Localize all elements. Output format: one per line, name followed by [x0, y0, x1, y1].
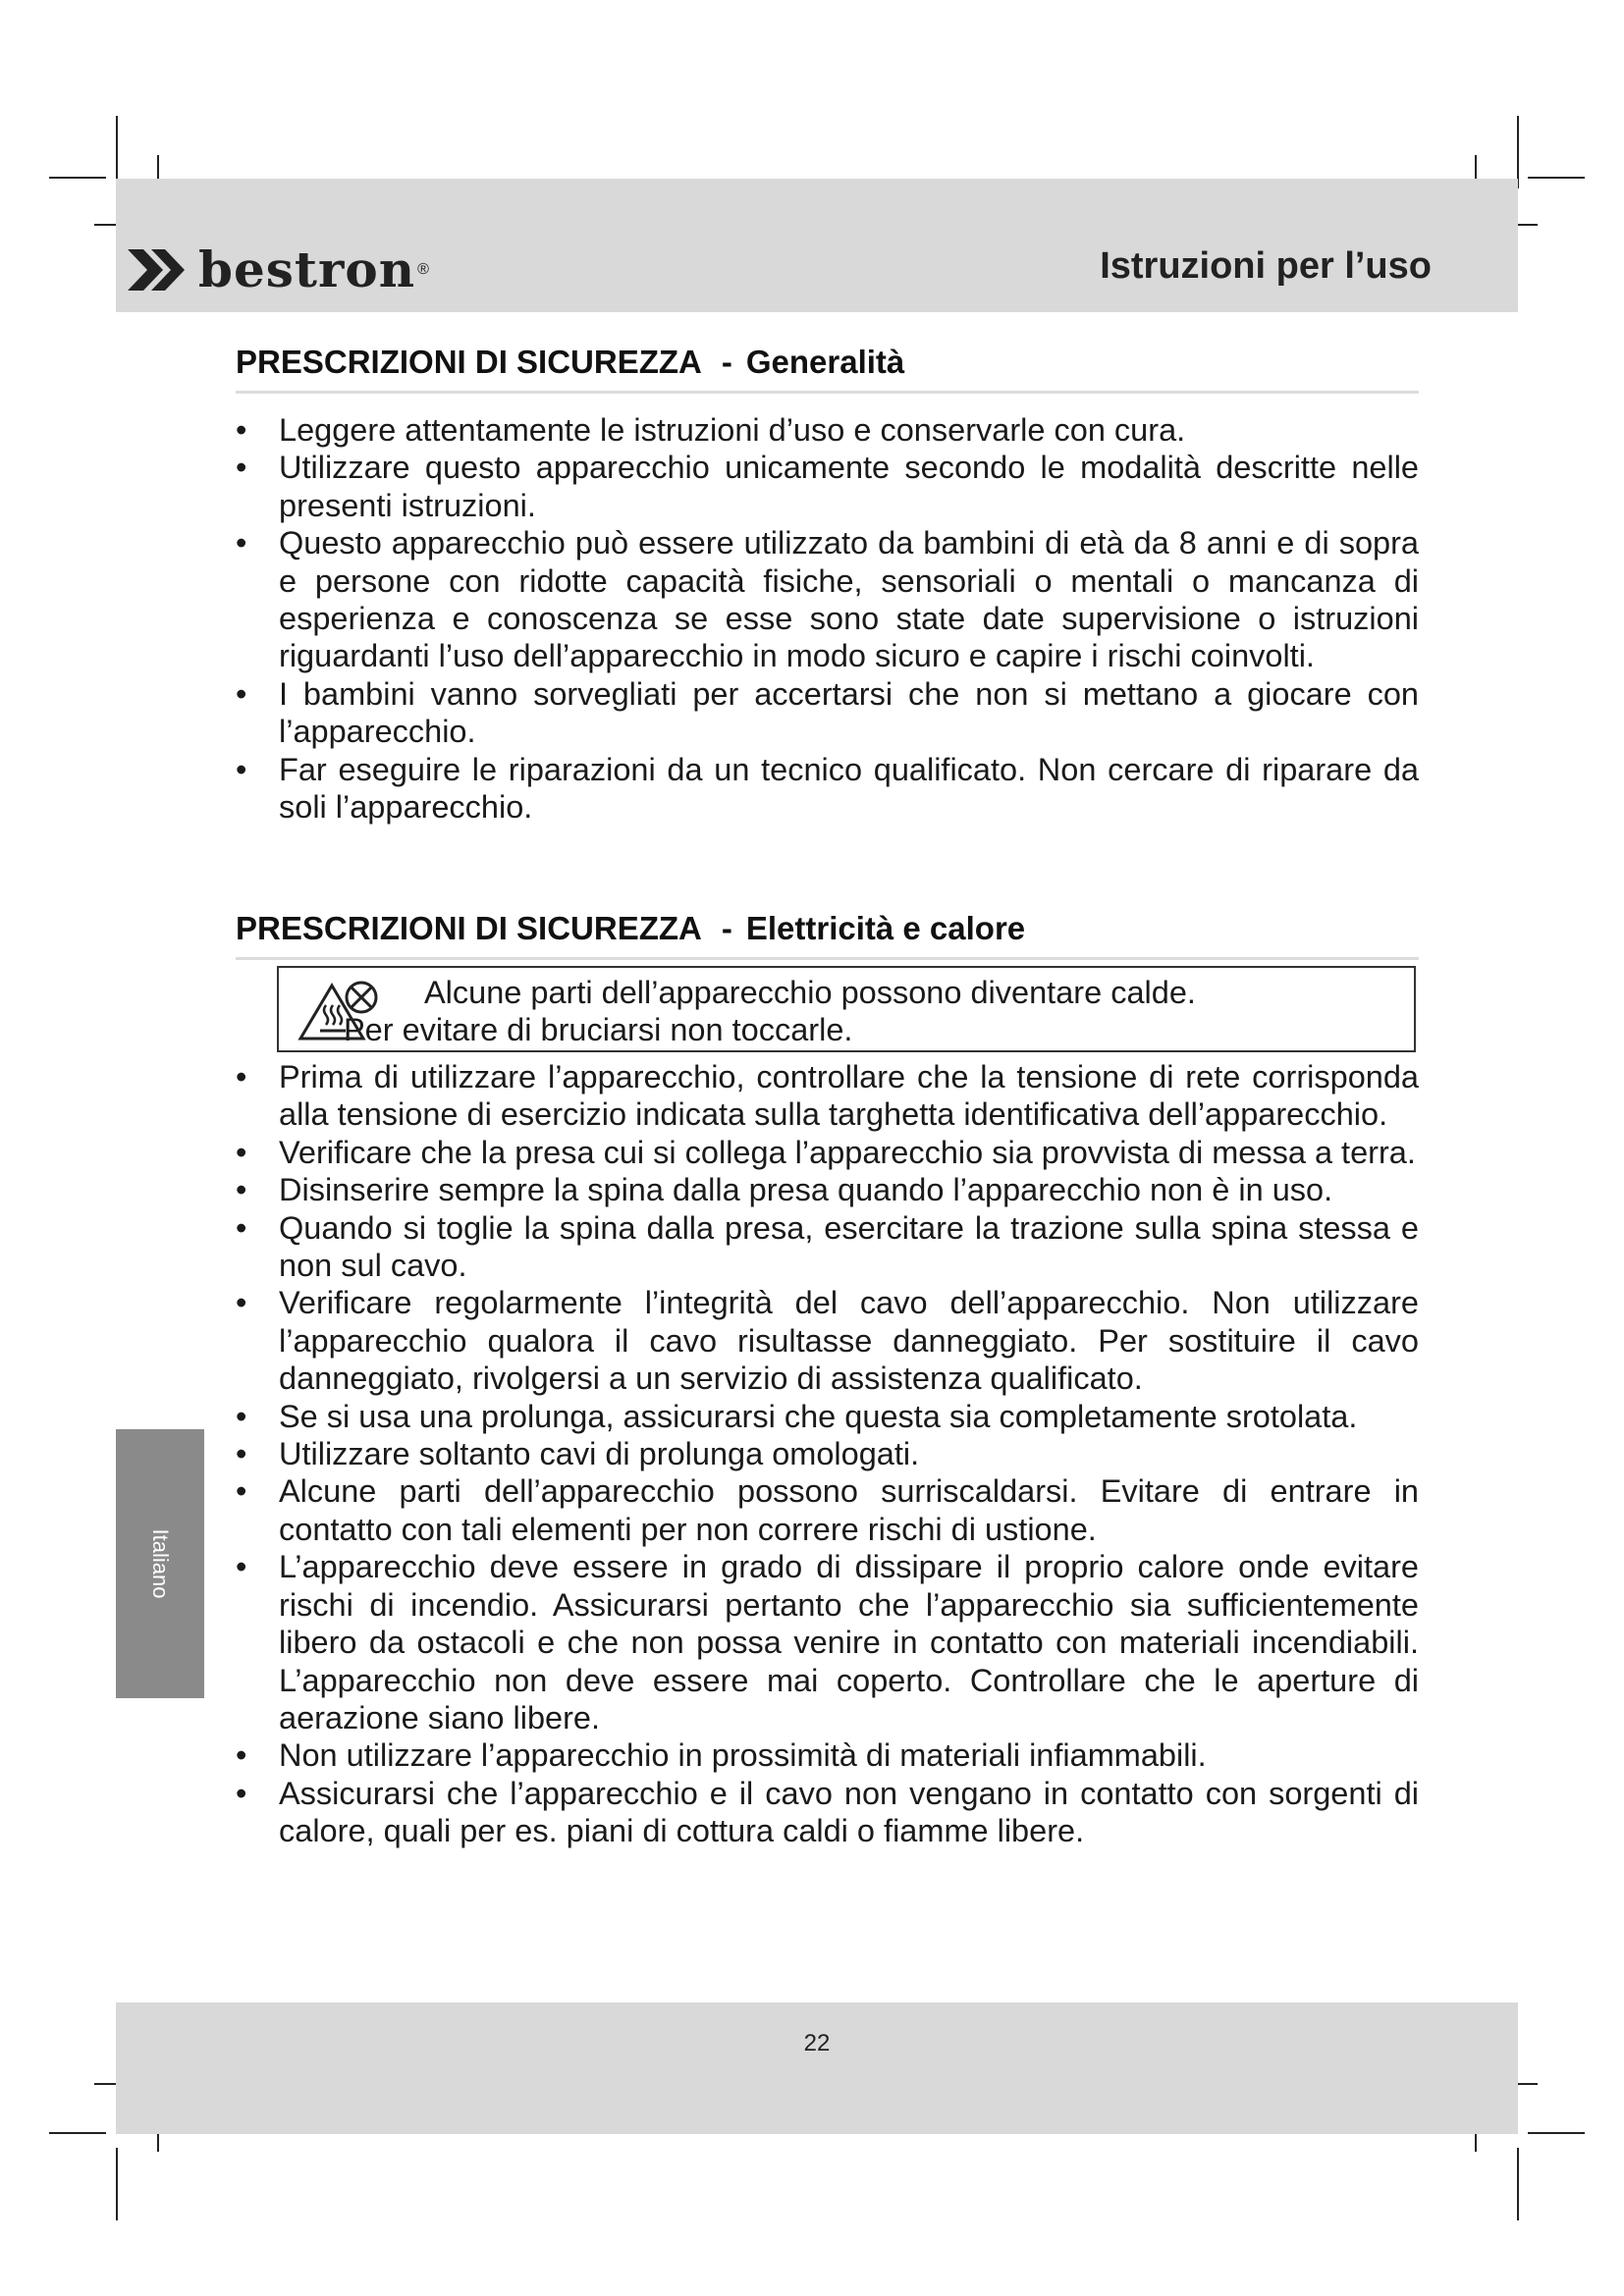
- section-heading-sub: Elettricità e calore: [745, 910, 1026, 946]
- crop-mark: [49, 2132, 106, 2134]
- registered-mark: ®: [417, 261, 429, 278]
- brand-name: bestron: [198, 240, 416, 298]
- language-label: Italiano: [148, 1528, 173, 1599]
- warning-line-2: Per evitare di bruciarsi non toccarle.: [344, 1012, 853, 1047]
- hot-surface-warning-icon: [295, 976, 387, 1046]
- list-item: • Alcune parti dell’apparecchio possono surriscaldarsi. Evitare di entrare in contatto con tali elementi per non correre rischi di ustione.: [236, 1472, 1419, 1548]
- crop-mark: [116, 116, 118, 188]
- list-item: • Non utilizzare l’apparecchio in prossimità di materiali infiammabili.: [236, 1736, 1419, 1774]
- chevrons-logo-icon: [124, 247, 192, 293]
- section-heading-sub: Generalità: [745, 344, 905, 380]
- list-item: • Utilizzare questo apparecchio unicamente secondo le modalità descritte nelle presenti istruzioni.: [236, 449, 1419, 524]
- list-item: • Verificare regolarmente l’integrità del cavo dell’apparecchio. Non utilizzare l’apparecchio qualora il cavo risultasse danneggiato. Per sostituire il cavo danneggiato, rivolgersi a un servizio di assistenza qualificato.: [236, 1284, 1419, 1397]
- warning-line-1: Alcune parti dell’apparecchio possono diventare calde.: [424, 975, 1196, 1010]
- list-item: • Verificare che la presa cui si collega l’apparecchio sia provvista di messa a terra.: [236, 1134, 1419, 1171]
- crop-mark: [1517, 116, 1519, 188]
- crop-mark: [49, 177, 106, 179]
- document-title: Istruzioni per l’uso: [1100, 245, 1432, 287]
- section-general-safety: [236, 344, 1419, 826]
- crop-mark: [1528, 2132, 1585, 2134]
- safety-list-general: [236, 411, 1419, 826]
- hot-surface-warning-box: [277, 966, 1416, 1052]
- section-electricity-heat: [236, 910, 1419, 1850]
- footer-band: [116, 2002, 1518, 2134]
- section-heading: PRESCRIZIONI DI SICUREZZA - Elettricità e calore: [236, 910, 1419, 960]
- brand-logo: [124, 236, 429, 304]
- language-tab: [116, 1429, 204, 1698]
- crop-mark: [116, 2148, 118, 2220]
- section-heading-main: PRESCRIZIONI DI SICUREZZA: [236, 910, 702, 946]
- list-item: • I bambini vanno sorvegliati per accertarsi che non si mettano a giocare con l’apparecchio.: [236, 675, 1419, 751]
- list-item: • Utilizzare soltanto cavi di prolunga omologati.: [236, 1435, 1419, 1472]
- page-number: 22: [803, 2030, 831, 2056]
- crop-mark: [1528, 177, 1585, 179]
- list-item: • Prima di utilizzare l’apparecchio, controllare che la tensione di rete corrisponda alla tensione di esercizio indicata sulla targhetta identificativa dell’apparecchio.: [236, 1058, 1419, 1134]
- list-item: • Far eseguire le riparazioni da un tecnico qualificato. Non cercare di riparare da soli l’apparecchio.: [236, 751, 1419, 827]
- crop-mark: [1517, 2148, 1519, 2220]
- list-item: • Disinserire sempre la spina dalla presa quando l’apparecchio non è in uso.: [236, 1171, 1419, 1208]
- list-item: • Assicurarsi che l’apparecchio e il cavo non vengano in contatto con sorgenti di calore, quali per es. piani di cottura caldi o fiamme libere.: [236, 1775, 1419, 1850]
- section-heading: PRESCRIZIONI DI SICUREZZA - Generalità: [236, 344, 1419, 394]
- safety-list-electricity: [236, 1058, 1419, 1850]
- list-item: • L’apparecchio deve essere in grado di dissipare il proprio calore onde evitare rischi di incendio. Assicurarsi pertanto che l’apparecchio sia sufficientemente libero da ostacoli e che non possa venire in contatto con materiali incendiabili. L’apparecchio non deve essere mai coperto. Controllare che le aperture di aerazione siano libere.: [236, 1548, 1419, 1736]
- list-item: • Leggere attentamente le istruzioni d’uso e conservarle con cura.: [236, 411, 1419, 449]
- list-item: • Se si usa una prolunga, assicurarsi che questa sia completamente srotolata.: [236, 1398, 1419, 1435]
- list-item: • Questo apparecchio può essere utilizzato da bambini di età da 8 anni e di sopra e persone con ridotte capacità fisiche, sensoriali o mentali o mancanza di esperienza e conoscenza se esse sono state date supervisione o istruzioni riguardanti l’uso dell’apparecchio in modo sicuro e capire i rischi coinvolti.: [236, 524, 1419, 675]
- section-heading-main: PRESCRIZIONI DI SICUREZZA: [236, 344, 702, 380]
- list-item: • Quando si toglie la spina dalla presa, esercitare la trazione sulla spina stessa e non sul cavo.: [236, 1209, 1419, 1285]
